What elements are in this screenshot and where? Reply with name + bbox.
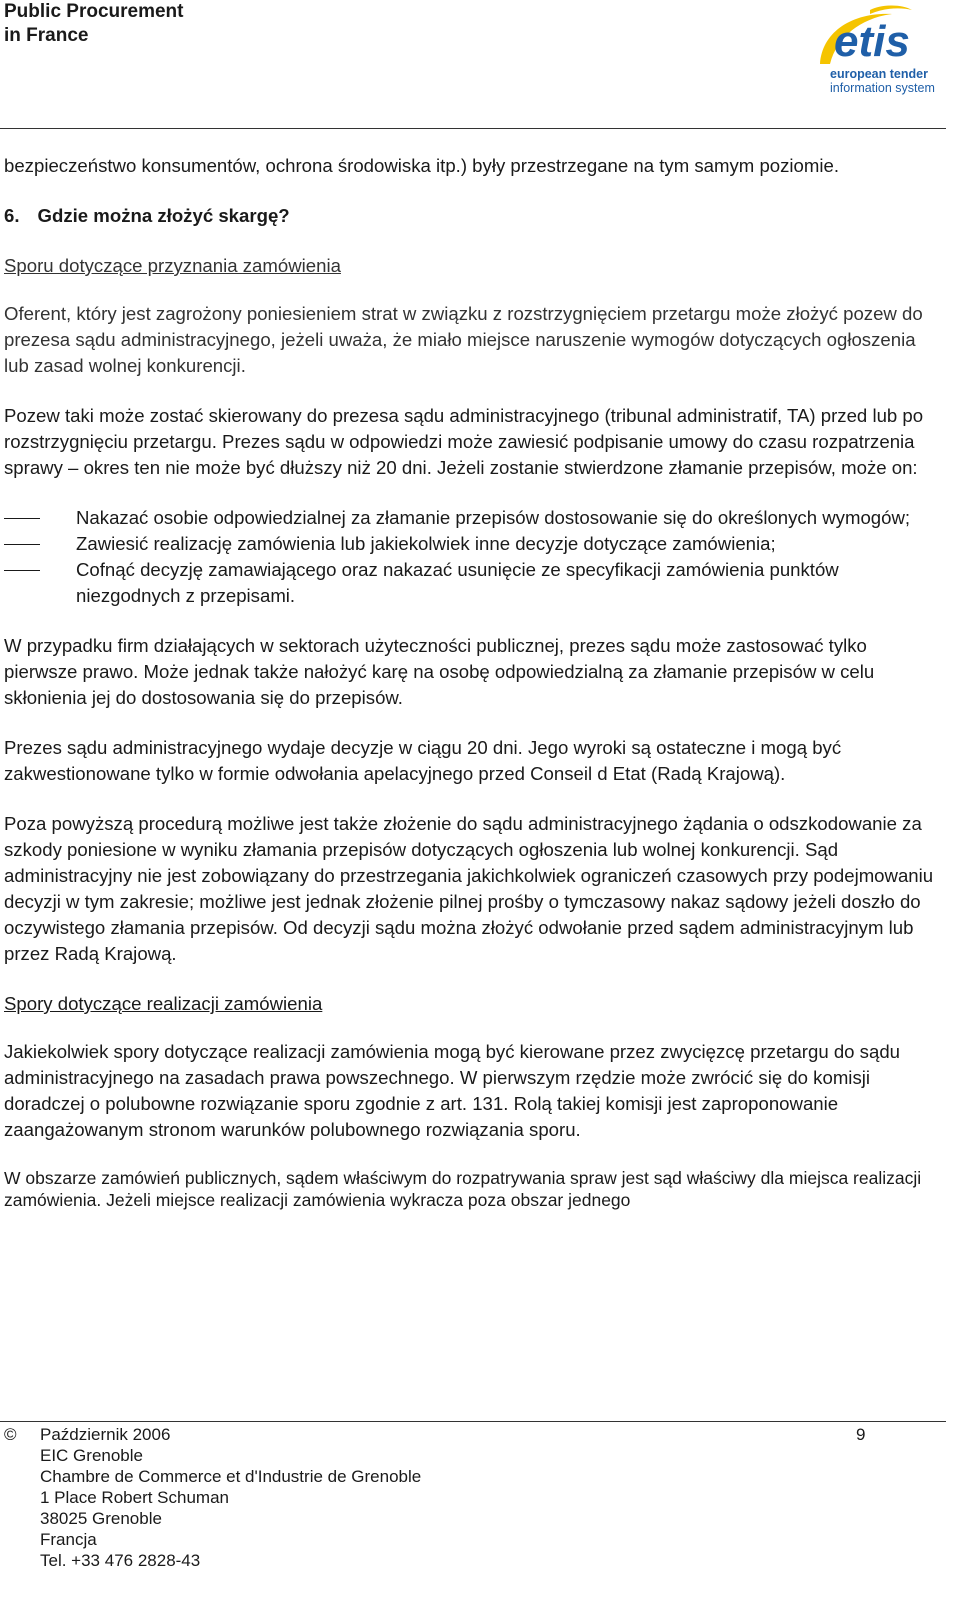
logo-tagline-2: information system (830, 81, 935, 95)
footer-chamber: Chambre de Commerce et d'Industrie de Grenoble (40, 1467, 422, 1486)
header-title-line1: Public Procurement (4, 1, 184, 22)
dash-bullet-icon (4, 570, 40, 571)
section-heading (4, 203, 939, 229)
paragraph-pozew: Pozew taki może zostać skierowany do prezesa sądu administracyjnego (tribunal administratif, TA) przed lub po rozstrzygnięciu przetargu. Prezes sądu w odpowiedzi może zawiesić podpisanie umowy do czasu rozpatrzenia sprawy – okres ten nie może być dłuższy niż 20 dni. Jeżeli zostanie stwierdzone złamanie przepisów, może on: (4, 405, 924, 478)
header-divider (0, 128, 946, 129)
header-title (4, 0, 184, 48)
footer-divider (0, 1421, 946, 1422)
remedies-list (4, 505, 939, 609)
footer-country: Francja (40, 1530, 97, 1549)
dash-bullet-icon (4, 544, 40, 545)
subheading-execution-disputes: Spory dotyczące realizacji zamówienia (4, 993, 323, 1014)
subheading-award-disputes: Sporu dotyczące przyznania zamówienia (4, 255, 341, 276)
paragraph-jakiekolwiek: Jakiekolwiek spory dotyczące realizacji zamówienia mogą być kierowane przez zwycięzcę przetargu do sądu administracyjnego na zasadach prawa powszechnego. W pierwszym rzędzie może zwrócić się do komisji doradczej o polubowne rozwiązanie sporu zgodnie z art. 131. Rolą takiej komisji jest zaproponowanie zaangażowanym stronom warunków polubownego rozwiązania sporu. (4, 1041, 901, 1140)
footer-org: EIC Grenoble (40, 1446, 143, 1465)
page-number: 9 (856, 1425, 866, 1444)
document-body (4, 153, 939, 1235)
footer-date: Październik 2006 (40, 1425, 171, 1444)
paragraph-obszar: W obszarze zamówień publicznych, sądem właściwym do rozpatrywania spraw jest sąd właściwy dla miejsca realizacji zamówienia. Jeżeli miejsce realizacji zamówienia wykracza poza obszar jednego (4, 1168, 922, 1210)
section-title: Gdzie można złożyć skargę? (37, 205, 290, 226)
list-item: Cofnąć decyzję zamawiającego oraz nakazać usunięcie ze specyfikacji zamówienia punktów niezgodnych z przepisami. (4, 557, 939, 609)
paragraph-prezes: Prezes sądu administracyjnego wydaje decyzje w ciągu 20 dni. Jego wyroki są ostateczne i mogą być zakwestionowane tylko w formie odwołania apelacyjnego przed Conseil d Etat (Radą Krajową). (4, 737, 842, 784)
paragraph-oferent: Oferent, który jest zagrożony poniesieniem strat w związku z rozstrzygnięciem przetargu może złożyć pozew do prezesa sądu administracyjnego, jeżeli uważa, że miało miejsce naruszenie wymogów dotyczących ogłoszenia lub zasad wolnej konkurencji. (4, 303, 923, 376)
paragraph-poza: Poza powyższą procedurą możliwe jest także złożenie do sądu administracyjnego żądania o odszkodowanie za szkody poniesione w wyniku złamania przepisów dotyczących ogłoszenia lub wolnej konkurencji. Sąd administracyjny nie jest zobowiązany do przestrzegania jakichkolwiek ograniczeń czasowych przy podejmowaniu decyzji w tym zakresie; możliwe jest jednak złożenie pilnej prośby o tymczasowy nakaz sądowy jeżeli doszło do oczywistego złamania przepisów. Od decyzji sądu można złożyć odwołanie przed sądem administracyjnym lub przez Radą Krajową. (4, 813, 934, 964)
section-number: 6. (4, 205, 20, 226)
footer-phone: Tel. +33 476 2828-43 (40, 1551, 201, 1570)
intro-paragraph: bezpieczeństwo konsumentów, ochrona środowiska itp.) były przestrzegane na tym samym poziomie. (4, 155, 840, 176)
footer-address (40, 1424, 421, 1571)
footer-city: 38025 Grenoble (40, 1509, 162, 1528)
dash-bullet-icon (4, 518, 40, 519)
footer-street: 1 Place Robert Schuman (40, 1488, 229, 1507)
etis-logo (812, 2, 952, 102)
paragraph-firm: W przypadku firm działających w sektorach użyteczności publicznej, prezes sądu może zastosować tylko pierwsze prawo. Może jednak także nałożyć karę na osobę odpowiedzialną za złamanie przepisów w celu skłonienia jej do dostosowania się do przepisów. (4, 635, 875, 708)
header-title-line2: in France (4, 25, 89, 46)
list-item: Nakazać osobie odpowiedzialnej za złamanie przepisów dostosowanie się do określonych wymogów; (4, 505, 939, 531)
logo-tagline-1: european tender (830, 67, 928, 81)
copyright-icon: © (4, 1425, 17, 1444)
logo-word: etis (834, 17, 910, 66)
list-item: Zawiesić realizację zamówienia lub jakiekolwiek inne decyzje dotyczące zamówienia; (4, 531, 939, 557)
